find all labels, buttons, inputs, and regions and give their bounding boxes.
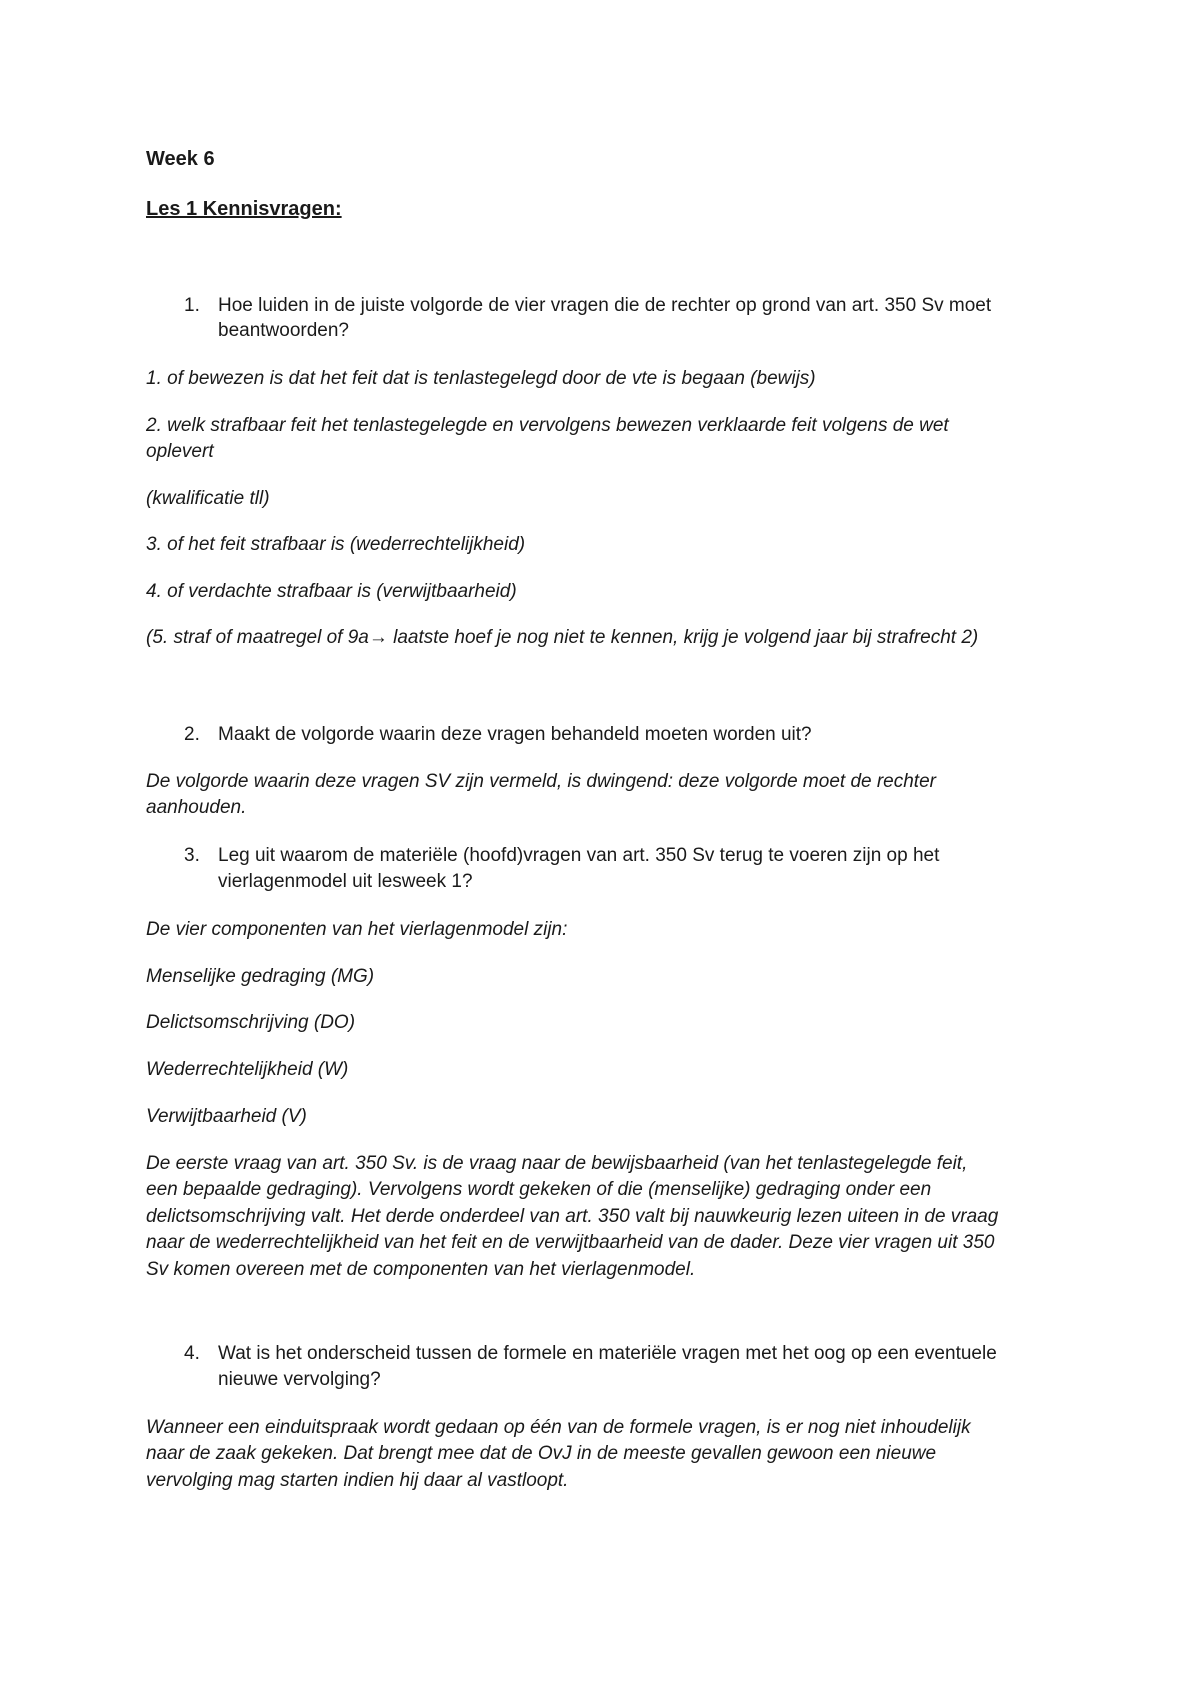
answer-3-component-mg: Menselijke gedraging (MG) [146, 966, 375, 987]
answer-2-line-1: De volgorde waarin deze vragen SV zijn vermeld, is dwingend: deze volgorde moet de rechter [146, 771, 936, 792]
answer-1-item-4: 4. of verdachte strafbaar is (verwijtbaarheid) [146, 581, 517, 602]
question-3-number: 3. [184, 845, 200, 866]
question-2-number: 2. [184, 724, 200, 745]
answer-3-component-do: Delictsomschrijving (DO) [146, 1012, 356, 1033]
answer-1-item-3: 3. of het feit strafbaar is (wederrechtelijkheid) [146, 534, 526, 555]
question-4-line-2: nieuwe vervolging? [218, 1369, 381, 1390]
answer-2-line-2: aanhouden. [146, 797, 247, 818]
answer-3-paragraph-line-2: een bepaalde gedraging). Vervolgens wordt gekeken of die (menselijke) gedraging onder een [146, 1179, 932, 1200]
answer-3-component-w: Wederrechtelijkheid (W) [146, 1059, 349, 1080]
question-3-line-1: Leg uit waarom de materiële (hoofd)vragen van art. 350 Sv terug te voeren zijn op het [218, 845, 940, 866]
answer-1-item-5-start: (5. straf of maatregel of 9a [146, 627, 369, 648]
answer-1-item-2: 2. welk strafbaar feit het tenlastegelegde en vervolgens bewezen verklaarde feit volgens de wet [146, 415, 949, 436]
question-1-line-1: Hoe luiden in de juiste volgorde de vier vragen die de rechter op grond van art. 350 Sv moet [218, 295, 992, 316]
answer-4-paragraph-line-2: naar de zaak gekeken. Dat brengt mee dat de OvJ in de meeste gevallen gewoon een nieuwe [146, 1443, 937, 1464]
answer-3-paragraph-line-3: delictsomschrijving valt. Het derde onderdeel van art. 350 valt bij nauwkeurig lezen uiteen in de vraag [146, 1206, 999, 1227]
question-1-line-2: beantwoorden? [218, 320, 349, 341]
document-page [146, 0, 1066, 1698]
answer-4-paragraph-line-1: Wanneer een einduitspraak wordt gedaan op één van de formele vragen, is er nog niet inhoudelijk [146, 1417, 971, 1438]
answer-3-paragraph-line-1: De eerste vraag van art. 350 Sv. is de vraag naar de bewijsbaarheid (van het tenlastegelegde feit, [146, 1153, 968, 1174]
question-2-line-1: Maakt de volgorde waarin deze vragen behandeld moeten worden uit? [218, 724, 812, 745]
arrow-right-icon: → [368, 627, 388, 648]
answer-3-intro: De vier componenten van het vierlagenmodel zijn: [146, 919, 568, 940]
page-title: Week 6 [146, 148, 215, 170]
answer-3-paragraph-line-5: Sv komen overeen met de componenten van het vierlagenmodel. [146, 1259, 696, 1280]
answer-1-item-5-end: laatste hoef je nog niet te kennen, krijg je volgend jaar bij strafrecht 2) [387, 627, 979, 648]
answer-1-item-5 [146, 625, 978, 651]
question-3-line-2: vierlagenmodel uit lesweek 1? [218, 871, 473, 892]
answer-1-item-1: 1. of bewezen is dat het feit dat is tenlastegelegd door de vte is begaan (bewijs) [146, 368, 816, 389]
answer-4-paragraph-line-3: vervolging mag starten indien hij daar al vastloopt. [146, 1470, 569, 1491]
question-4-line-1: Wat is het onderscheid tussen de formele en materiële vragen met het oog op een eventuele [218, 1343, 997, 1364]
answer-1-note: (kwalificatie tll) [146, 488, 270, 509]
answer-1-item-2-continued: oplevert [146, 441, 214, 462]
answer-3-paragraph-line-4: naar de wederrechtelijkheid van het feit en de verwijtbaarheid van de dader. Deze vier vragen uit 350 [146, 1232, 995, 1253]
question-1-number: 1. [184, 295, 200, 316]
answer-3-component-v: Verwijtbaarheid (V) [146, 1106, 307, 1127]
page-subtitle: Les 1 Kennisvragen: [146, 198, 342, 220]
question-4-number: 4. [184, 1343, 200, 1364]
